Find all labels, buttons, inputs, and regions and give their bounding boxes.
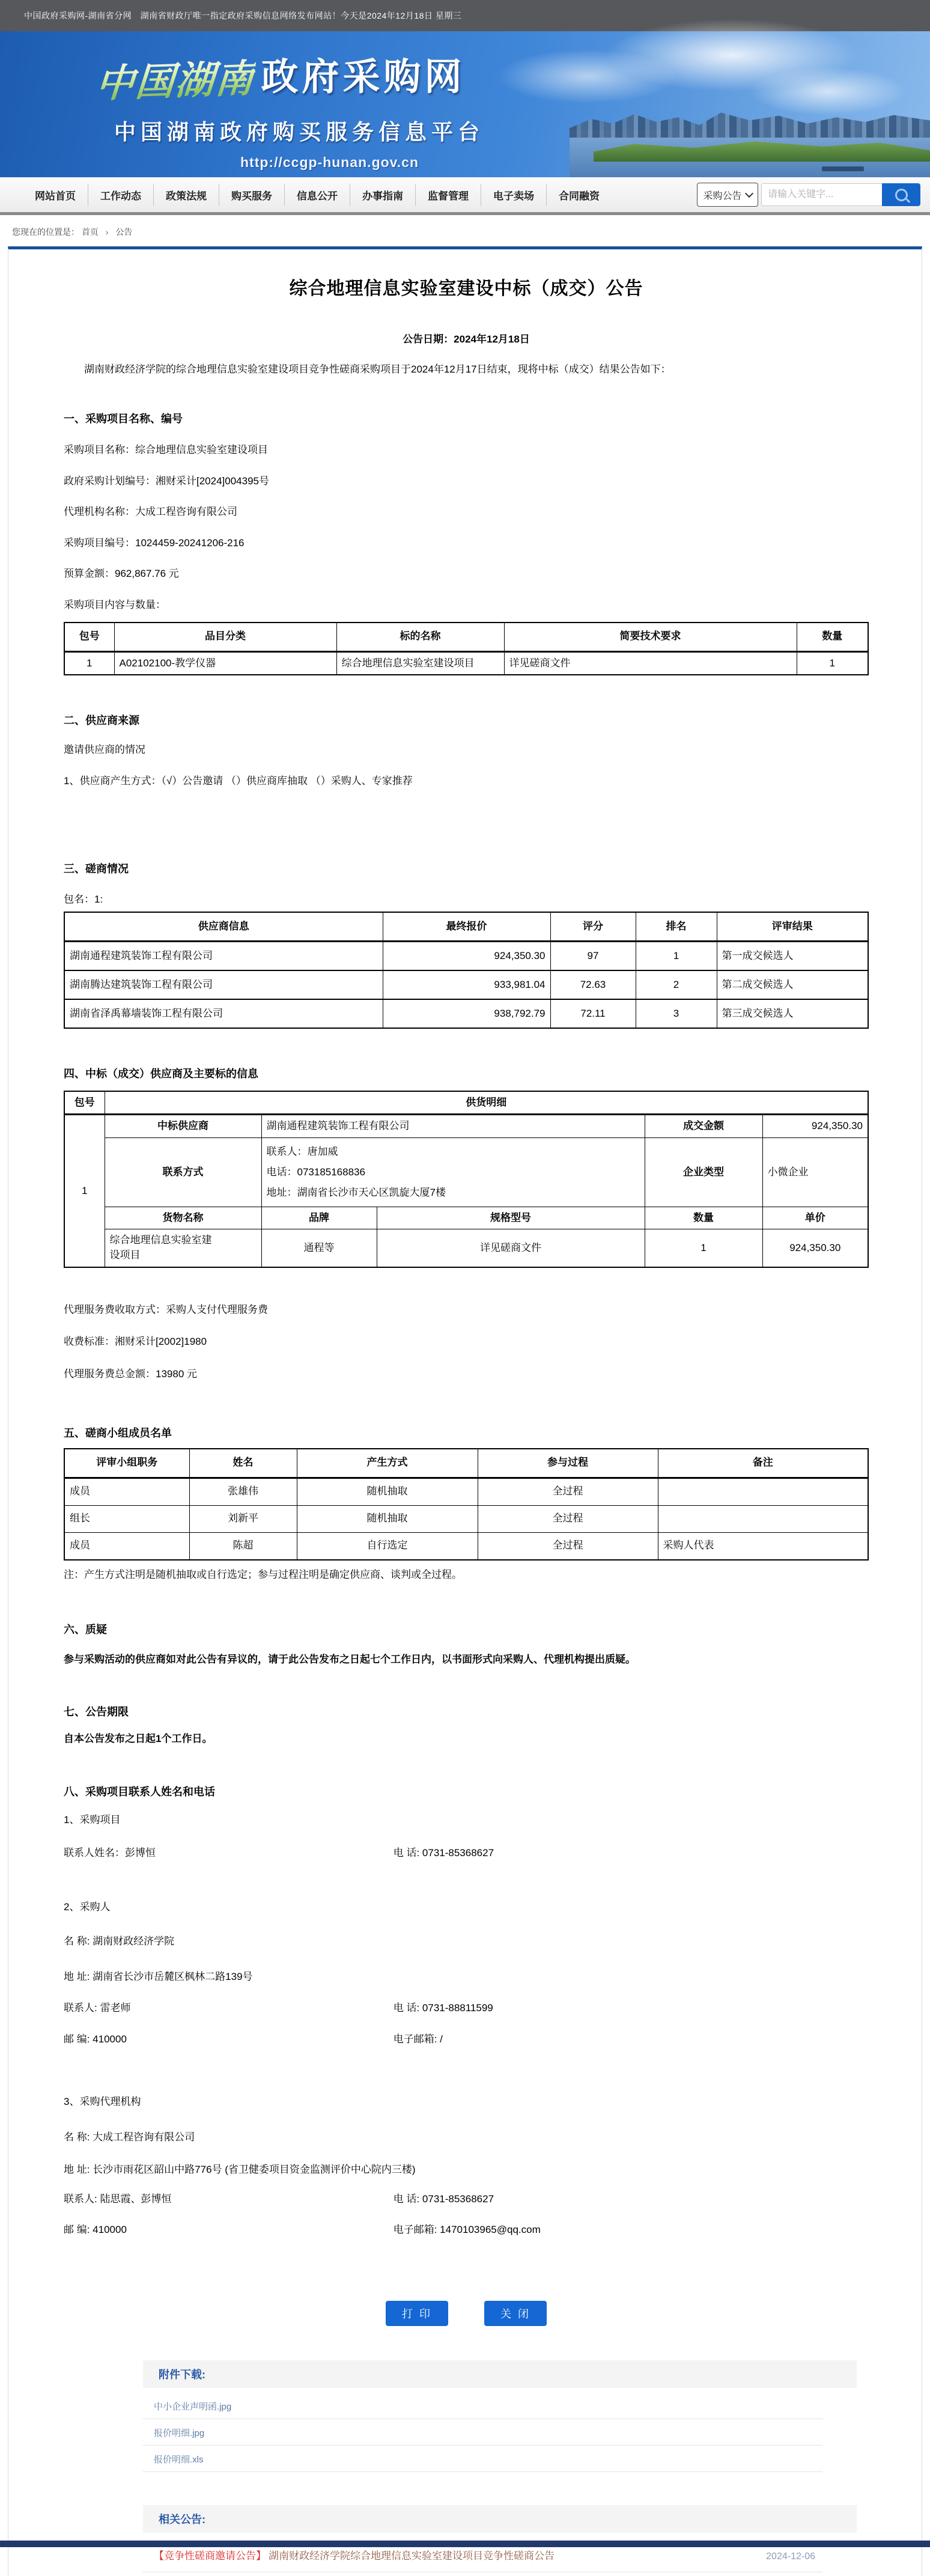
cell-supplier: 湖南省泽禹幕墙装饰工程有限公司 (64, 999, 383, 1028)
cell-rank: 3 (636, 999, 717, 1028)
site-subtitle: 中国湖南政府购买服务信息平台 (114, 120, 485, 144)
cell-process: 全过程 (478, 1532, 658, 1560)
col-header: 姓名 (189, 1449, 297, 1478)
section5-heading: 五、磋商小组成员名单 (64, 1427, 172, 1439)
col-header: 简要技术要求 (504, 623, 797, 652)
nav-item-supervision[interactable]: 监督管理 (415, 184, 481, 206)
section3-heading: 三、磋商情况 (64, 862, 129, 875)
search-icon (895, 189, 908, 201)
cell-subject: 综合地理信息实验室建设项目 (336, 651, 504, 675)
cell-score: 72.11 (550, 999, 636, 1028)
cell-method: 自行选定 (297, 1532, 478, 1560)
nav-item-contract-finance[interactable]: 合同融资 (546, 184, 612, 206)
attachments-band (143, 2360, 857, 2388)
cell-process: 全过程 (478, 1478, 658, 1505)
budget-line: 预算金额：962,867.76 元 (64, 568, 179, 580)
sub2-phone: 电 话: 0731-88811599 (393, 2002, 493, 2014)
table-row (64, 999, 868, 1028)
site-url: http://ccgp-hunan.gov.cn (240, 154, 419, 170)
col-header: 规格型号 (377, 1207, 645, 1229)
sub2-name: 名 称: 湖南财政经济学院 (64, 1935, 175, 1947)
challenge-paragraph: 参与采购活动的供应商如对此公告有异议的，请于此公告发布之日起七个工作日内，以书面形式向采购人、代理机构提出质疑。 (64, 1653, 636, 1665)
cell-model: 详见磋商文件 (377, 1229, 645, 1267)
panel-note: 注：产生方式注明是随机抽取或自行选定；参与过程注明是确定供应商、谈判或全过程。 (64, 1568, 462, 1580)
cell-category: A02102100-教学仪器 (114, 651, 336, 675)
sub2-label: 2、采购人 (64, 1901, 111, 1913)
col-header: 最终报价 (383, 912, 550, 942)
cell-method: 随机抽取 (297, 1478, 478, 1505)
attachment-link[interactable]: 报价明细.jpg (143, 2419, 822, 2446)
intro-paragraph: 湖南财政经济学院的综合地理信息实验室建设项目竞争性磋商采购项目于2024年12月17日结束，现将中标（成交）结果公告如下： (84, 364, 671, 376)
related-title: 湖南财政经济学院综合地理信息实验室建设项目竞争性磋商公告 (269, 2550, 555, 2562)
cell-qty: 1 (797, 651, 868, 675)
breadcrumb (0, 215, 930, 246)
print-button[interactable]: 打 印 (386, 2301, 448, 2326)
sub1-contact-row (64, 1846, 869, 1861)
table-header-row (64, 1091, 868, 1115)
amount-label: 成交金额 (645, 1115, 762, 1138)
nav-item-work-news[interactable]: 工作动态 (88, 184, 153, 206)
related-band (143, 2505, 857, 2533)
section8-heading: 八、采购项目联系人姓名和电话 (64, 1785, 215, 1798)
cell-supplier: 湖南通程建筑装饰工程有限公司 (64, 942, 383, 971)
col-header: 参与过程 (478, 1449, 658, 1478)
award-detail-table (64, 1091, 869, 1268)
section7-heading: 七、公告期限 (64, 1706, 129, 1719)
sub3-contact-row (64, 2192, 869, 2207)
package-label: 包名：1: (64, 893, 103, 905)
cell-rank: 1 (636, 942, 717, 971)
content-quantity-label: 采购项目内容与数量： (64, 599, 166, 611)
sub3-name: 名 称: 大成工程咨询有限公司 (64, 2131, 195, 2143)
search-area (697, 183, 920, 207)
cell-price: 924,350.30 (383, 942, 550, 971)
cell-price: 938,792.79 (383, 999, 550, 1028)
search-button[interactable] (882, 183, 920, 206)
contact-address-line: 地址：湖南省长沙市天心区凯旋大厦7楼 (266, 1186, 446, 1198)
cell-rank: 2 (636, 970, 717, 999)
related-tag: 【竞争性磋商邀请公告】 (154, 2550, 266, 2562)
breadcrumb-separator: › (105, 227, 109, 237)
sub1-label: 1、采购项目 (64, 1813, 121, 1825)
table-header-row (64, 623, 868, 652)
related-announcement-link[interactable] (143, 2547, 822, 2572)
cell-contact-info (261, 1137, 645, 1207)
topbar-text: 中国政府采购网-湖南省分网 湖南省财政厅唯一指定政府采购信息网络发布网站！今天是2024年12月18日 星期三 (24, 11, 462, 20)
section2-heading: 二、供应商来源 (64, 714, 139, 727)
nav-item-home[interactable]: 网站首页 (35, 190, 76, 202)
cell-supplier-name: 湖南通程建筑装饰工程有限公司 (261, 1115, 645, 1138)
buildings-silhouette (570, 106, 930, 138)
project-number-line: 采购项目编号：1024459-20241206-216 (64, 537, 245, 549)
logo-main-text: 政府采购网 (261, 56, 466, 98)
contact-phone-line: 电话：073185168836 (266, 1166, 365, 1178)
sub3-label: 3、采购代理机构 (64, 2096, 141, 2108)
breadcrumb-home-link[interactable]: 首页 (81, 227, 99, 237)
cell-pkg-no: 1 (64, 1115, 105, 1267)
cell-role: 成员 (64, 1478, 189, 1505)
breadcrumb-current: 公告 (115, 227, 133, 237)
cell-name: 张雄伟 (189, 1478, 297, 1505)
table-row (64, 942, 868, 971)
attachment-link[interactable]: 报价明细.xls (143, 2446, 822, 2472)
detail-col-header: 供货明细 (105, 1091, 868, 1115)
city-skyline-image (570, 99, 930, 177)
pkg-col-header: 包号 (64, 1091, 105, 1115)
cell-method: 随机抽取 (297, 1505, 478, 1532)
table-row (64, 1532, 868, 1560)
site-banner (0, 31, 930, 177)
cell-name: 陈超 (189, 1532, 297, 1560)
cell-enterprise-type: 小微企业 (762, 1137, 868, 1207)
col-header: 排名 (636, 912, 717, 942)
nav-item-e-market[interactable]: 电子卖场 (481, 184, 546, 206)
sub2-addr: 地 址: 湖南省长沙市岳麓区枫林二路139号 (64, 1970, 253, 1982)
col-header: 单价 (762, 1207, 868, 1229)
related-label: 相关公告: (159, 2513, 205, 2526)
page-footer-bar (0, 2541, 930, 2547)
announcement-container (8, 246, 922, 2576)
sub2-email: 电子邮箱: / (393, 2033, 443, 2045)
search-category-select[interactable] (697, 183, 758, 207)
cell-name: 刘新平 (189, 1505, 297, 1532)
col-header: 包号 (64, 623, 114, 652)
sub1-phone: 电 话: 0731-85368627 (393, 1847, 494, 1859)
fee-total-line: 代理服务费总金额：13980 元 (64, 1368, 197, 1380)
cell-remark (658, 1478, 868, 1505)
col-header: 品目分类 (114, 623, 336, 652)
announcement-document (8, 276, 922, 2326)
col-header: 产生方式 (297, 1449, 478, 1478)
fee-standard-line: 收费标准：湘财采计[2002]1980 (64, 1336, 207, 1348)
contact-person-line: 联系人：唐加威 (266, 1145, 338, 1157)
table-row (64, 651, 868, 675)
col-header: 数量 (645, 1207, 762, 1229)
page-title: 综合地理信息实验室建设中标（成交）公告 (289, 279, 643, 299)
col-header: 货物名称 (105, 1207, 261, 1229)
cell-brand: 通程等 (261, 1229, 377, 1267)
contact-label: 联系方式 (105, 1137, 261, 1207)
col-header: 供应商信息 (64, 912, 383, 942)
logo-calligraphy-text: 中国湖南 (94, 47, 257, 108)
chevron-down-icon (744, 189, 753, 198)
table-header-row (64, 912, 868, 942)
cell-goods-name: 综合地理信息实验室建设项目 (105, 1229, 261, 1267)
col-header: 标的名称 (336, 623, 504, 652)
search-input[interactable] (761, 183, 882, 206)
sub2-zip: 邮 编: 410000 (64, 2033, 127, 2045)
section1-heading: 一、采购项目名称、编号 (64, 412, 183, 425)
plan-number-line: 政府采购计划编号：湘财采计[2024]004395号 (64, 475, 269, 487)
period-paragraph: 自本公告发布之日起1个工作日。 (64, 1733, 213, 1745)
cell-supplier: 湖南腾达建筑装饰工程有限公司 (64, 970, 383, 999)
cell-process: 全过程 (478, 1505, 658, 1532)
goods-header-row (64, 1207, 868, 1229)
project-content-table (64, 622, 869, 676)
nav-item-info-disclosure[interactable]: 信息公开 (284, 184, 350, 206)
boat (822, 166, 864, 171)
site-logo (96, 47, 613, 171)
col-header: 备注 (658, 1449, 868, 1478)
sub3-addr: 地 址: 长沙市雨花区韶山中路776号 (省卫健委项目资金监测评价中心院内三楼) (64, 2163, 416, 2175)
sub3-zip: 邮 编: 410000 (64, 2224, 127, 2236)
cell-unit-price: 924,350.30 (762, 1229, 868, 1267)
cell-remark: 采购人代表 (658, 1532, 868, 1560)
attachments-label: 附件下载: (159, 2368, 205, 2381)
attachments-section (143, 2360, 857, 2472)
cell-pkg: 1 (64, 651, 114, 675)
cell-price: 933,981.04 (383, 970, 550, 999)
sub3-email: 电子邮箱: 1470103965@qq.com (393, 2224, 541, 2236)
table-row (64, 970, 868, 999)
negotiation-result-table (64, 912, 869, 1029)
related-date: 2024-12-06 (766, 2551, 815, 2562)
table-row (64, 1505, 868, 1532)
nav-item-guide[interactable]: 办事指南 (350, 184, 415, 206)
attachment-link[interactable]: 中小企业声明函.jpg (143, 2393, 822, 2419)
cell-remark (658, 1505, 868, 1532)
related-section (143, 2505, 857, 2572)
sub1-contact: 联系人姓名：彭博恒 (64, 1847, 156, 1859)
nav-items (23, 184, 612, 206)
sub2-zip-row (64, 2032, 869, 2047)
section6-heading: 六、质疑 (64, 1624, 107, 1636)
sub2-contact-row (64, 2001, 869, 2016)
cell-role: 组长 (64, 1505, 189, 1532)
table-row (64, 1478, 868, 1505)
supplier-label: 中标供应商 (105, 1115, 261, 1138)
supplier-row (64, 1115, 868, 1138)
supplier-source-line: 1、供应商产生方式：（√）公告邀请 （）供应商库抽取 （）采购人、专家推荐 (64, 775, 413, 787)
sub3-phone: 电 话: 0731-85368627 (393, 2193, 494, 2205)
col-header: 品牌 (261, 1207, 377, 1229)
nav-item-purchase-service[interactable]: 购买服务 (219, 184, 284, 206)
sub2-contact: 联系人: 雷老师 (64, 2002, 131, 2014)
main-nav (0, 177, 930, 215)
action-buttons (64, 2301, 869, 2326)
enterprise-label: 企业类型 (645, 1137, 762, 1207)
contact-row (64, 1137, 868, 1207)
cell-score: 97 (550, 942, 636, 971)
fee-method-line: 代理服务费收取方式：采购人支付代理服务费 (64, 1303, 268, 1315)
close-button[interactable]: 关 闭 (484, 2301, 547, 2326)
agency-name-line: 代理机构名称：大成工程咨询有限公司 (64, 506, 237, 518)
cell-score: 72.63 (550, 970, 636, 999)
cell-role: 成员 (64, 1532, 189, 1560)
project-name-line: 采购项目名称：综合地理信息实验室建设项目 (64, 443, 268, 455)
table-header-row (64, 1449, 868, 1478)
nav-item-policies[interactable]: 政策法规 (153, 184, 219, 206)
cell-result: 第二成交候选人 (717, 970, 868, 999)
col-header: 评审小组职务 (64, 1449, 189, 1478)
invite-supplier-line: 邀请供应商的情况 (64, 744, 145, 756)
sub3-zip-row (64, 2223, 869, 2238)
breadcrumb-prefix: 您现在的位置是： (12, 227, 79, 237)
cell-result: 第三成交候选人 (717, 999, 868, 1028)
cell-requirement: 详见磋商文件 (504, 651, 797, 675)
search-category-value: 采购公告 (703, 190, 742, 201)
section4-heading: 四、中标（成交）供应商及主要标的信息 (64, 1068, 258, 1080)
attachment-list (143, 2393, 857, 2472)
col-header: 数量 (797, 623, 868, 652)
col-header: 评审结果 (717, 912, 868, 942)
cell-result: 第一成交候选人 (717, 942, 868, 971)
cell-amount: 924,350.30 (762, 1115, 868, 1138)
panel-member-table (64, 1448, 869, 1561)
sub3-contact: 联系人: 陆思霞、彭博恒 (64, 2193, 172, 2205)
col-header: 评分 (550, 912, 636, 942)
publish-date: 公告日期：2024年12月18日 (403, 333, 530, 345)
goods-row (64, 1229, 868, 1267)
cell-qty: 1 (645, 1229, 762, 1267)
